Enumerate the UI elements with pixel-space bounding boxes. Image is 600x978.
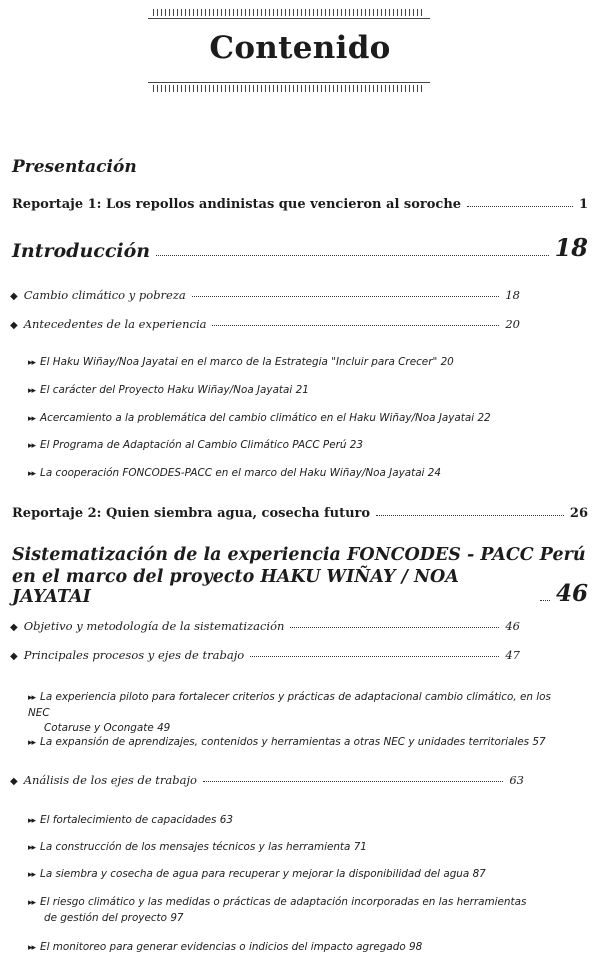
leader-dots [250, 656, 499, 657]
title-line-top [148, 18, 430, 19]
toc-entry-page: 46 [555, 580, 588, 607]
double-arrow-icon: ▸▸ [28, 469, 36, 479]
toc-entry-label: Introducción [12, 240, 151, 262]
toc-sub-monitoreo[interactable] [28, 940, 568, 956]
toc-entry-page: 21 [295, 384, 309, 396]
double-arrow-icon: ▸▸ [28, 358, 36, 368]
title-rule-top [153, 9, 425, 16]
double-arrow-icon: ▸▸ [28, 441, 36, 451]
toc-entry-page: 18 [554, 233, 588, 262]
toc-entry-label: La construcción de los mensajes técnicos y las herramienta [40, 841, 351, 853]
diamond-bullet-icon: ◆ [10, 622, 18, 633]
toc-entry-label: Antecedentes de la experiencia [23, 317, 207, 331]
toc-reportaje-1[interactable] [12, 197, 588, 212]
double-arrow-icon: ▸▸ [28, 816, 36, 826]
toc-entry-page: 22 [477, 412, 491, 424]
toc-sub-fortalecimiento[interactable] [28, 813, 568, 829]
toc-sub-expansion[interactable] [28, 735, 568, 751]
title-rule-bottom [153, 85, 425, 92]
diamond-bullet-icon: ◆ [10, 651, 18, 662]
toc-entry-label: La experiencia piloto para fortalecer criterios y prácticas de adaptacional cambio climático, en los NEC [28, 691, 551, 719]
double-arrow-icon: ▸▸ [28, 898, 36, 908]
diamond-bullet-icon: ◆ [10, 291, 18, 302]
title-line-bottom [148, 82, 430, 83]
toc-sub-siembra-agua[interactable] [28, 867, 568, 883]
toc-entry-label: Principales procesos y ejes de trabajo [23, 648, 245, 662]
toc-entry-label: La cooperación FONCODES-PACC en el marco del Haku Wiñay/Noa Jayatai [40, 467, 425, 479]
toc-entry-label: El riesgo climático y las medidas o prácticas de adaptación incorporadas en las herramientas [40, 896, 527, 908]
toc-entry-page: 18 [505, 288, 520, 302]
toc-entry-label: El carácter del Proyecto Haku Wiñay/Noa Jayatai [40, 384, 293, 396]
toc-item-objetivo[interactable] [10, 619, 520, 633]
toc-entry-page: 20 [440, 356, 454, 368]
toc-entry-page: 71 [353, 841, 367, 853]
double-arrow-icon: ▸▸ [28, 738, 36, 748]
toc-entry-label: Análisis de los ejes de trabajo [23, 773, 197, 787]
toc-sub-experiencia-piloto[interactable] [28, 690, 568, 736]
toc-sub-programa-pacc[interactable] [28, 438, 568, 454]
diamond-bullet-icon: ◆ [10, 320, 18, 331]
toc-sub-cooperacion[interactable] [28, 466, 568, 482]
toc-entry-label-cont: de gestión del proyecto [44, 912, 167, 924]
leader-dots [192, 296, 500, 297]
toc-sub-caracter[interactable] [28, 383, 568, 399]
toc-entry-page: 23 [349, 439, 363, 451]
toc-entry-page: 63 [509, 773, 524, 787]
leader-dots [156, 255, 548, 256]
leader-dots [376, 515, 564, 516]
double-arrow-icon: ▸▸ [28, 943, 36, 953]
toc-entry-label: La siembra y cosecha de agua para recuperar y mejorar la disponibilidad del agua [40, 868, 470, 880]
toc-entry-page: 47 [505, 648, 520, 662]
toc-entry-label: El monitoreo para generar evidencias o indicios del impacto agregado [40, 941, 406, 953]
toc-entry-page: 63 [219, 814, 233, 826]
toc-sistematizacion-line1[interactable]: Sistematización de la experiencia FONCODES - PACC Perú [12, 545, 586, 565]
leader-dots [203, 781, 503, 782]
toc-presentacion[interactable]: Presentación [12, 157, 137, 177]
leader-dots [290, 627, 499, 628]
toc-entry-label: Cambio climático y pobreza [23, 288, 186, 302]
toc-reportaje-2[interactable] [12, 506, 588, 521]
toc-sistematizacion[interactable] [12, 567, 588, 607]
leader-dots [467, 206, 573, 207]
toc-entry-label-cont: Cotaruse y Ocongate [44, 722, 154, 734]
toc-introduccion[interactable] [12, 233, 588, 262]
toc-entry-label: La expansión de aprendizajes, contenidos y herramientas a otras NEC y unidades territoriales [40, 736, 530, 748]
toc-entry-label: El Programa de Adaptación al Cambio Climático PACC Perú [40, 439, 347, 451]
double-arrow-icon: ▸▸ [28, 386, 36, 396]
toc-sub-estrategia[interactable] [28, 355, 568, 371]
toc-sub-acercamiento[interactable] [28, 411, 568, 427]
page-title: Contenido [209, 30, 391, 66]
toc-entry-page: 1 [578, 197, 588, 212]
toc-entry-label: Reportaje 1: Los repollos andinistas que vencieron al soroche [12, 197, 462, 212]
toc-entry-page: 57 [532, 736, 546, 748]
toc-entry-page: 24 [427, 467, 441, 479]
leader-dots [212, 325, 499, 326]
double-arrow-icon: ▸▸ [28, 870, 36, 880]
toc-entry-page: 97 [170, 912, 184, 924]
toc-item-procesos[interactable] [10, 648, 520, 662]
diamond-bullet-icon: ◆ [10, 776, 18, 787]
toc-item-analisis[interactable] [10, 773, 524, 787]
double-arrow-icon: ▸▸ [28, 843, 36, 853]
toc-entry-page: 46 [505, 619, 520, 633]
toc-entry-page: 98 [409, 941, 423, 953]
double-arrow-icon: ▸▸ [28, 414, 36, 424]
toc-entry-label: Acercamiento a la problemática del cambio climático en el Haku Wiñay/Noa Jayatai [40, 412, 475, 424]
toc-sub-riesgo-climatico[interactable] [28, 895, 568, 926]
toc-entry-page: 20 [505, 317, 520, 331]
double-arrow-icon: ▸▸ [28, 693, 36, 703]
toc-item-cambio-climatico[interactable] [10, 288, 520, 302]
toc-entry-page: 87 [472, 868, 486, 880]
toc-entry-page: 49 [157, 722, 171, 734]
toc-entry-label: Reportaje 2: Quien siembra agua, cosecha futuro [12, 506, 371, 521]
toc-item-antecedentes[interactable] [10, 317, 520, 331]
toc-entry-label: en el marco del proyecto HAKU WIÑAY / NOA JAYATAI [12, 567, 459, 607]
toc-entry-label: El fortalecimiento de capacidades [40, 814, 217, 826]
toc-entry-label: Objetivo y metodología de la sistematización [23, 619, 285, 633]
toc-sub-mensajes-tecnicos[interactable] [28, 840, 568, 856]
toc-entry-page: 26 [569, 506, 588, 521]
leader-dots [540, 600, 550, 601]
toc-entry-label: El Haku Wiñay/Noa Jayatai en el marco de la Estrategia "Incluir para Crecer" [40, 356, 438, 368]
